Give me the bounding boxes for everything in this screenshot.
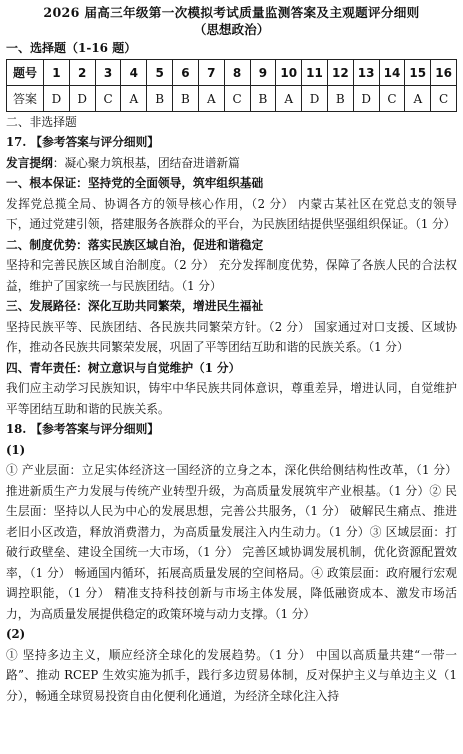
question-number-cell: 13 (353, 60, 379, 86)
answer-table-answer-label: 答案 (7, 86, 44, 112)
question-number-cell: 6 (173, 60, 199, 86)
answer-cell: C (431, 86, 457, 112)
answer-cell: B (327, 86, 353, 112)
paragraph-text: ：凝心聚力筑根基，团结奋进谱新篇 (52, 155, 240, 170)
answer-content (6, 132, 457, 706)
paragraph: 坚持和完善民族区域自治制度。（2 分） 充分发挥制度优势，保障了各族人民的合法权益，维护了国家统一与民族团结。（1 分） (6, 258, 457, 293)
answer-cell: D (44, 86, 70, 112)
section-heading: 三、发展路径：深化互助共同繁荣，增进民生福祉 (6, 299, 264, 313)
section-heading-choice: 一、选择题（1-16 题） (6, 41, 137, 55)
question-number-cell: 5 (147, 60, 173, 86)
paragraph: 我们应主动学习民族知识，铸牢中华民族共同体意识，尊重差异，增进认同，自觉维护平等团结互助和谐的民族关系。 (6, 381, 457, 416)
question-number-cell: 15 (405, 60, 431, 86)
paragraph: 发挥党总揽全局、协调各方的领导核心作用，（2 分） 内蒙古某社区在党总支的领导下，通过党建引领，搭建服务各族群众的平台，为民族团结提供坚强组织保证。（1 分） (6, 196, 457, 231)
question-number-cell: 12 (327, 60, 353, 86)
section-heading: 18. 【参考答案与评分细则】 (6, 422, 159, 436)
document-title: 2026 届高三年级第一次模拟考试质量监测答案及主观题评分细则 (43, 5, 420, 20)
section-heading: 一、根本保证：坚持党的全面领导，筑牢组织基础 (6, 176, 264, 190)
section-heading: (1) (6, 442, 26, 457)
paragraph (6, 153, 457, 174)
answer-cell: A (121, 86, 147, 112)
section-heading: (2) (6, 627, 26, 641)
answer-cell: D (69, 86, 95, 112)
answer-cell: A (405, 86, 431, 112)
section-heading: 四、青年责任：树立意识与自觉维护（1 分） (6, 360, 241, 375)
answer-cell: B (147, 86, 173, 112)
answer-cell: C (224, 86, 250, 112)
question-number-cell: 10 (276, 60, 302, 86)
question-number-cell: 8 (224, 60, 250, 86)
question-number-cell: 2 (69, 60, 95, 86)
answer-table-header-label: 题号 (7, 60, 44, 86)
answer-cell: D (302, 86, 328, 112)
question-number-cell: 7 (198, 60, 224, 86)
section-heading-nonchoice: 二、非选择题 (6, 115, 77, 129)
answer-cell: A (276, 86, 302, 112)
answer-cell: A (198, 86, 224, 112)
paragraph: 坚持民族平等、民族团结、各民族共同繁荣方针。（2 分） 国家通过对口支援、区域协作，推动各民族共同繁荣发展，巩固了平等团结互助和谐的民族关系。（1 分） (6, 319, 457, 354)
answer-table-header-row (7, 60, 457, 86)
document-subtitle: （思想政治） (193, 22, 270, 37)
answer-cell: B (173, 86, 199, 112)
question-number-cell: 16 (431, 60, 457, 86)
section-heading: 17. 【参考答案与评分细则】 (6, 135, 159, 149)
paragraph: ① 坚持多边主义，顺应经济全球化的发展趋势。（1 分） 中国以高质量共建“一带一路”、推动 RCEP 生效实施为抓手，践行多边贸易体制，反对保护主义与单边主义（1 分），畅通全球贸易投资自由化便利化通道，为经济全球化注入持 (6, 647, 457, 703)
answer-cell: B (250, 86, 276, 112)
paragraph: ① 产业层面：立足实体经济这一国经济的立身之本，深化供给侧结构性改革，（1 分）推进新质生产力发展与传统产业转型升级，为高质量发展筑牢产业根基。（1 分）② 民生层面：坚持以人民为中心的发展思想，完善公共服务，（1 分） 破解民生痛点、推进老旧小区改造，释放消费潜力，为高质量发展注入内生动力。（1 分）③ 区域层面：打破行政壁垒、建设全国统一大市场，（1 分） 完善区域协调发展机制，优化资源配置效率，（1 分） 畅通国内循环，拓展高质量发展的空间格局。④ 政策层面：政府履行宏观调控职能，（1 分） 精准支持科技创新与市场主体发展，降低融资成本、激发市场活力，为高质量发展提供稳定的政策环境与动力支撑。（1 分） (6, 463, 457, 621)
question-number-cell: 3 (95, 60, 121, 86)
question-number-cell: 1 (44, 60, 70, 86)
answer-cell: D (353, 86, 379, 112)
answer-table (6, 59, 457, 112)
question-number-cell: 14 (379, 60, 405, 86)
answer-cell: C (95, 86, 121, 112)
answer-cell: C (379, 86, 405, 112)
section-heading: 二、制度优势：落实民族区域自治，促进和谐稳定 (6, 237, 264, 252)
question-number-cell: 4 (121, 60, 147, 86)
answer-table-answer-row (7, 86, 457, 112)
question-number-cell: 11 (302, 60, 328, 86)
question-number-cell: 9 (250, 60, 276, 86)
paragraph-lead: 发言提纲 (6, 155, 53, 170)
